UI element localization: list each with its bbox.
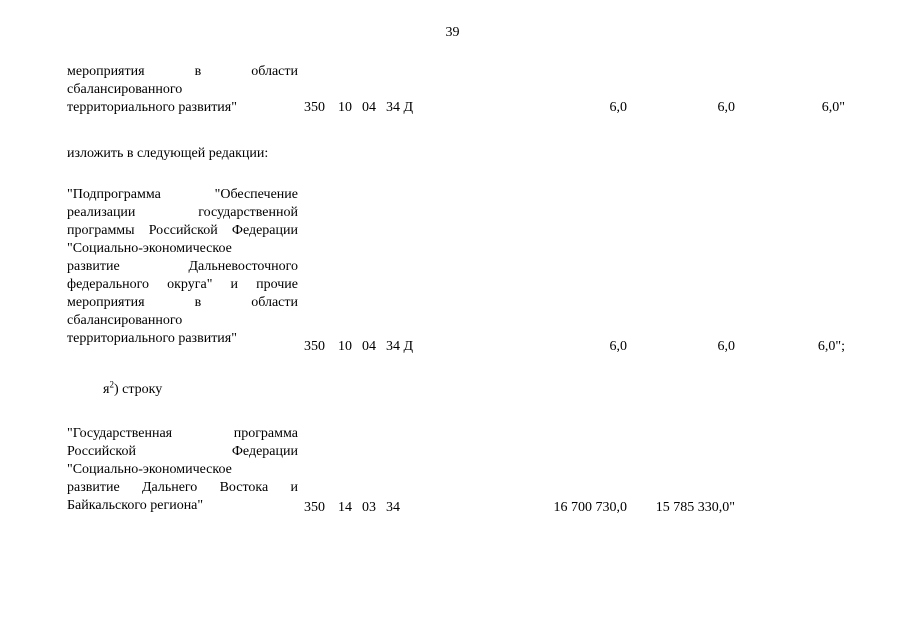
row-1-value-2: 6,0	[717, 100, 735, 115]
row-2-value-3: 6,0";	[817, 339, 845, 354]
description-line: Российской Федерации	[67, 444, 298, 459]
row-1-description	[67, 63, 298, 117]
row-2-description	[67, 186, 298, 348]
row-1-code-gr: 350	[304, 100, 325, 115]
row-3-code-gr: 350	[304, 500, 325, 515]
description-line: реализации государственной	[67, 205, 298, 220]
description-line: "Подпрограмма "Обеспечение	[67, 187, 298, 202]
description-line: "Социально-экономическое	[67, 462, 232, 477]
description-line: программы Российской Федерации	[67, 223, 298, 238]
item-text: ) строку	[113, 382, 163, 397]
row-1-value-3: 6,0"	[821, 100, 845, 115]
row-2-code-rz: 10	[338, 339, 352, 354]
row-3-description	[67, 425, 298, 515]
description-line: Байкальского региона"	[67, 498, 204, 513]
row-2-code-gr: 350	[304, 339, 325, 354]
row-1-value-1: 6,0	[609, 100, 627, 115]
instruction-text: изложить в следующей редакции:	[67, 146, 269, 161]
row-2-code-pr: 04	[362, 339, 376, 354]
description-line: мероприятия в области	[67, 64, 298, 79]
row-1-code-rz: 10	[338, 100, 352, 115]
description-line: "Социально-экономическое	[67, 241, 232, 256]
row-3-value-2: 15 785 330,0"	[655, 500, 735, 515]
description-line: сбалансированного	[67, 313, 183, 328]
row-2-code-csr: 34 Д	[386, 339, 414, 354]
description-line: развитие Дальнего Востока и	[67, 480, 298, 495]
row-3-code-rz: 14	[338, 500, 352, 515]
item-heading	[103, 381, 162, 399]
page-number: 39	[445, 25, 460, 40]
row-1-code-csr: 34 Д	[386, 100, 414, 115]
description-line: территориального развития"	[67, 100, 237, 115]
description-line: мероприятия в области	[67, 295, 298, 310]
item-letter: я	[103, 382, 110, 397]
row-3-code-pr: 03	[362, 500, 376, 515]
row-1-code-pr: 04	[362, 100, 376, 115]
item-superscript: 2	[109, 379, 114, 390]
description-line: развитие Дальневосточного	[67, 259, 298, 274]
description-line: федерального округа" и прочие	[67, 277, 298, 292]
description-line: сбалансированного	[67, 82, 183, 97]
row-2-value-2: 6,0	[717, 339, 735, 354]
row-2-value-1: 6,0	[609, 339, 627, 354]
description-line: территориального развития"	[67, 331, 237, 346]
row-3-value-1: 16 700 730,0	[553, 500, 627, 515]
row-3-code-csr: 34	[386, 500, 400, 515]
description-line: "Государственная программа	[67, 426, 298, 441]
